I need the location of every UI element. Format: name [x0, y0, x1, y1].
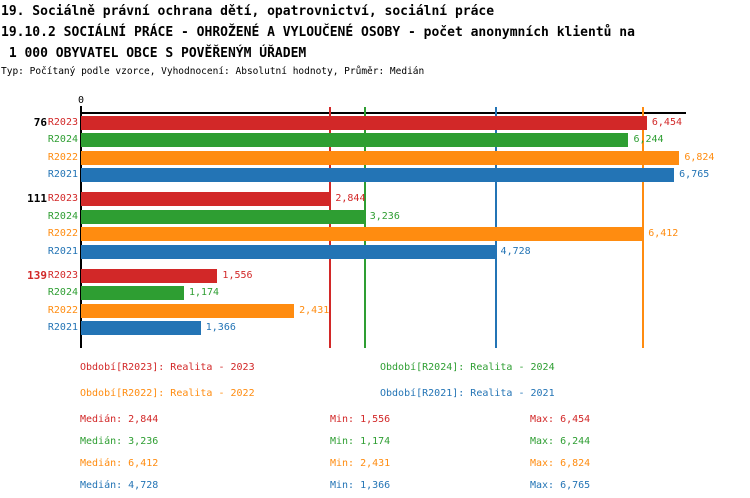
bar-76-R2022 [81, 151, 679, 165]
stat-min-R2022: Min: 2,431 [330, 458, 391, 469]
report-title-section: 19. Sociálně právní ochrana dětí, opatrovnictví, sociální práce [1, 4, 495, 19]
bar-76-R2023 [81, 116, 647, 130]
bar-139-R2024 [81, 286, 184, 300]
bar-111-R2024 [81, 210, 365, 224]
series-label-R2022: R2022 [47, 304, 78, 316]
stat-median-R2022: Medián: 6,412 [80, 458, 159, 469]
legend-item-R2021: Období[R2021]: Realita - 2021 [380, 388, 555, 399]
bar-139-R2023 [81, 269, 217, 283]
report-title-indicator-line2: 1 000 OBYVATEL OBCE S POVĚŘENÝM ÚŘADEM [1, 46, 307, 61]
bar-111-R2021 [81, 245, 496, 259]
series-label-R2023: R2023 [47, 193, 78, 204]
stat-median-R2024: Medián: 3,236 [80, 436, 159, 447]
bar-row-139-R2021 [0, 321, 750, 335]
legend-item-R2023: Období[R2023]: Realita - 2023 [80, 362, 255, 373]
stat-max-R2024: Max: 6,244 [530, 436, 591, 447]
bar-row-76-R2021 [0, 168, 750, 182]
bar-111-R2022 [81, 227, 643, 241]
legend-item-R2024: Období[R2024]: Realita - 2024 [380, 362, 555, 373]
series-label-R2021: R2021 [47, 245, 78, 257]
bar-value-label-76-R2022: 6,824 [684, 151, 715, 163]
bar-value-label-111-R2023: 2,844 [335, 193, 366, 204]
bar-value-label-76-R2024: 6,244 [633, 134, 664, 145]
stat-min-R2023: Min: 1,556 [330, 414, 391, 425]
bar-row-139-R2024 [0, 286, 750, 300]
series-label-R2023: R2023 [47, 116, 78, 128]
series-label-R2024: R2024 [47, 134, 78, 145]
stat-median-R2023: Medián: 2,844 [80, 414, 159, 425]
bar-row-139-R2023 [0, 269, 750, 283]
series-label-R2022: R2022 [47, 228, 78, 239]
bar-row-76-R2023 [0, 116, 750, 130]
report-title-indicator-line1: 19.10.2 SOCIÁLNÍ PRÁCE - OHROŽENÉ A VYLOUČENÉ OSOBY - počet anonymních klientů na [1, 25, 635, 40]
axis-top-line [81, 112, 686, 114]
bar-value-label-139-R2024: 1,174 [188, 287, 220, 298]
bar-value-label-139-R2022: 2,431 [299, 304, 330, 316]
axis-zero-tick-label: 0 [77, 95, 85, 106]
bar-row-76-R2022 [0, 151, 750, 165]
stat-min-R2021: Min: 1,366 [330, 480, 391, 491]
group-label-139: 139 [27, 268, 47, 282]
bar-139-R2021 [81, 321, 201, 335]
bar-76-R2021 [81, 168, 674, 182]
series-label-R2022: R2022 [47, 151, 78, 163]
bar-row-111-R2024 [0, 210, 750, 224]
bar-value-label-76-R2023: 6,454 [651, 116, 682, 128]
bar-row-111-R2023 [0, 192, 750, 206]
series-label-R2023: R2023 [47, 269, 78, 281]
bar-row-111-R2021 [0, 245, 750, 259]
bar-value-label-76-R2021: 6,765 [679, 169, 710, 180]
bar-value-label-111-R2021: 4,728 [500, 245, 531, 257]
bar-value-label-139-R2021: 1,366 [205, 322, 236, 333]
report-subtitle-type: Typ: Počítaný podle vzorce, Vyhodnocení: Absolutní hodnoty, Průměr: Medián [1, 66, 425, 77]
series-label-R2021: R2021 [47, 169, 78, 180]
stat-max-R2021: Max: 6,765 [530, 480, 591, 491]
bar-value-label-111-R2022: 6,412 [648, 228, 679, 239]
bar-row-139-R2022 [0, 304, 750, 318]
bar-76-R2024 [81, 133, 628, 147]
bar-139-R2022 [81, 304, 294, 318]
series-label-R2024: R2024 [47, 210, 78, 222]
stat-max-R2022: Max: 6,824 [530, 458, 591, 469]
legend-item-R2022: Období[R2022]: Realita - 2022 [80, 388, 255, 399]
series-label-R2021: R2021 [47, 322, 78, 333]
bar-value-label-111-R2024: 3,236 [369, 210, 400, 222]
bar-row-76-R2024 [0, 133, 750, 147]
bar-value-label-139-R2023: 1,556 [222, 269, 253, 281]
group-label-111: 111 [27, 192, 47, 205]
stat-median-R2021: Medián: 4,728 [80, 480, 159, 491]
bar-111-R2023 [81, 192, 330, 206]
stat-max-R2023: Max: 6,454 [530, 414, 591, 425]
group-label-76: 76 [33, 115, 47, 129]
bar-row-111-R2022 [0, 227, 750, 241]
series-label-R2024: R2024 [47, 287, 78, 298]
stat-min-R2024: Min: 1,174 [330, 436, 391, 447]
